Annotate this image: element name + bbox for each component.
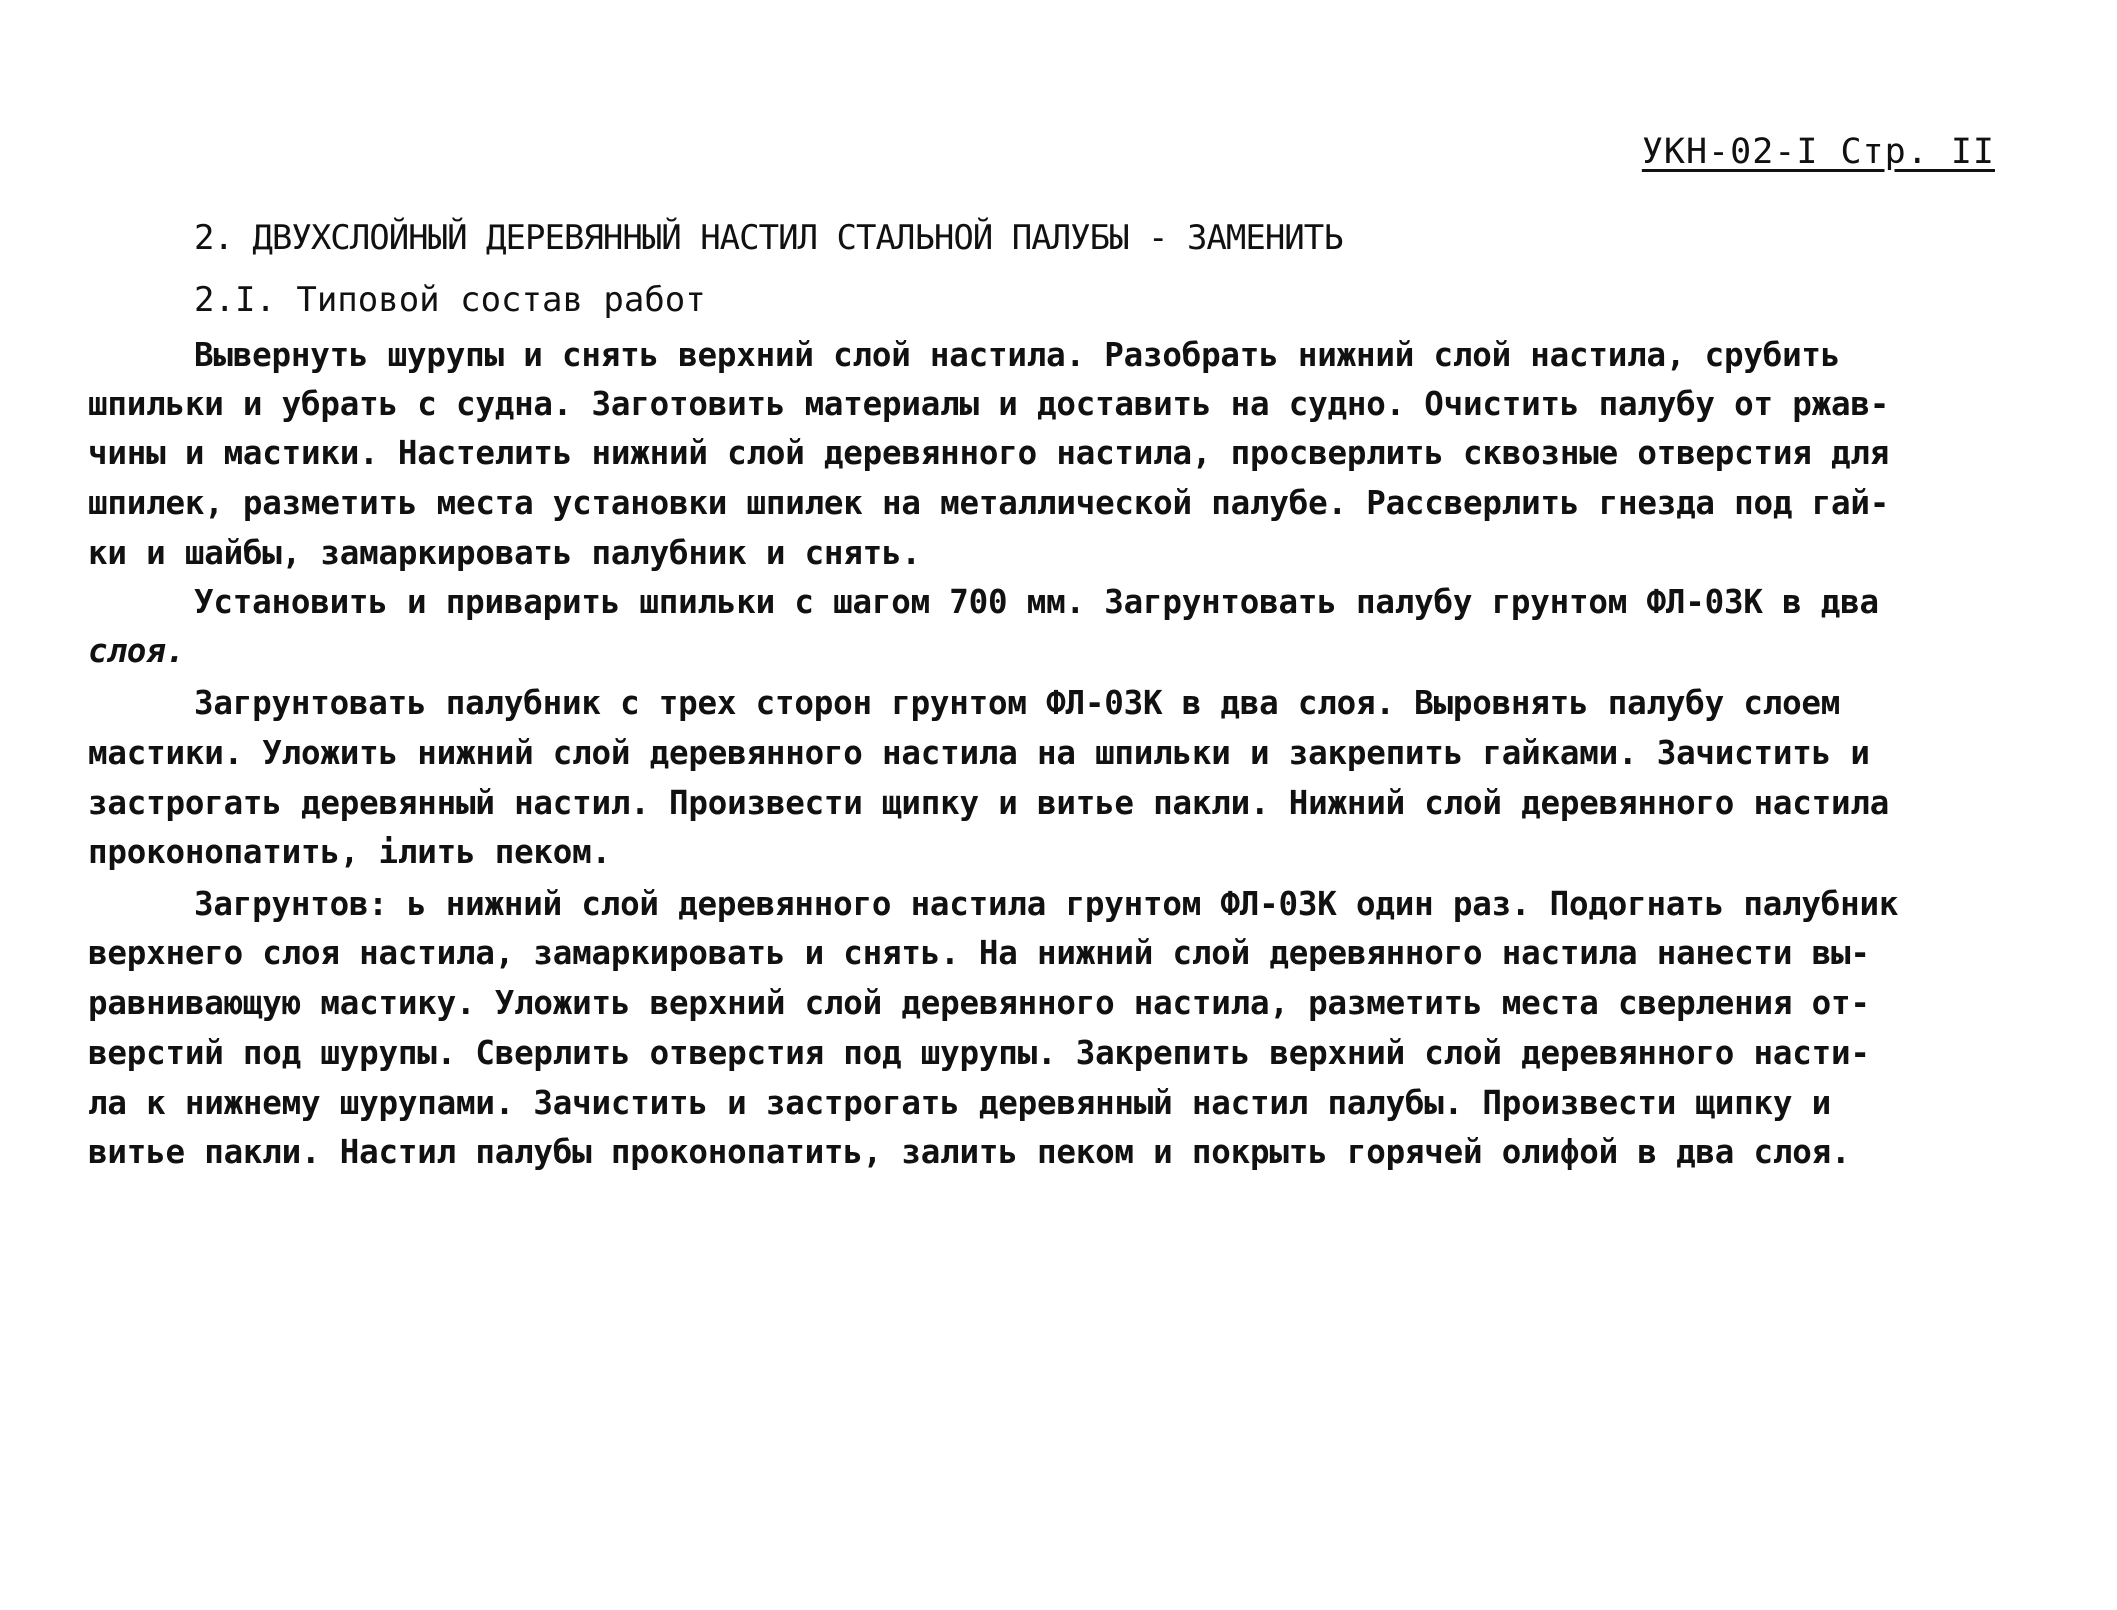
- body-line: мастики. Уложить нижний слой деревянного настила на шпильки и закрепить гайками. Зачистить и: [88, 734, 1870, 772]
- section-title: 2. ДВУХСЛОЙНЫЙ ДЕРЕВЯННЫЙ НАСТИЛ СТАЛЬНОЙ ПАЛУБЫ - ЗАМЕНИТЬ: [194, 218, 1343, 258]
- body-line: застрогать деревянный настил. Произвести щипку и витье пакли. Нижний слой деревянного настила: [88, 784, 1890, 822]
- body-line: шпилек, разметить места установки шпилек на металлической палубе. Рассверлить гнезда под гай-: [88, 484, 1890, 522]
- body-line: верстий под шурупы. Сверлить отверстия под шурупы. Закрепить верхний слой деревянного насти-: [88, 1034, 1870, 1072]
- body-line: верхнего слоя настила, замаркировать и снять. На нижний слой деревянного настила нанести вы-: [88, 934, 1870, 972]
- body-line: чины и мастики. Настелить нижний слой деревянного настила, просверлить сквозные отверстия для: [88, 434, 1890, 472]
- body-line: проконопатить, ілить пеком.: [88, 833, 611, 871]
- body-line: слоя.: [88, 632, 185, 670]
- body-line: шпильки и убрать с судна. Заготовить материалы и доставить на судно. Очистить палубу от ржав-: [88, 385, 1890, 423]
- body-line: Загрунтовать палубник с трех сторон грунтом ФЛ-03К в два слоя. Выровнять палубу слоем: [194, 684, 1841, 722]
- body-line: равнивающую мастику. Уложить верхний слой деревянного настила, разметить места сверления от-: [88, 984, 1870, 1022]
- document-reference: УКН-02-I Стр. II: [1641, 132, 1995, 172]
- body-line: ла к нижнему шурупами. Зачистить и застрогать деревянный настил палубы. Произвести щипку и: [88, 1084, 1831, 1122]
- body-line: Установить и приварить шпильки с шагом 700 мм. Загрунтовать палубу грунтом ФЛ-03К в два: [194, 583, 1879, 621]
- subsection-title: 2.I. Типовой состав работ: [194, 280, 706, 320]
- body-line: ки и шайбы, замаркировать палубник и снять.: [88, 534, 921, 572]
- body-line: Загрунтов: ь нижний слой деревянного настила грунтом ФЛ-03К один раз. Подогнать палубник: [194, 885, 1899, 923]
- body-line: Вывернуть шурупы и снять верхний слой настила. Разобрать нижний слой настила, срубить: [194, 336, 1841, 374]
- body-line: витье пакли. Настил палубы проконопатить, залить пеком и покрыть горячей олифой в два слоя.: [88, 1133, 1851, 1171]
